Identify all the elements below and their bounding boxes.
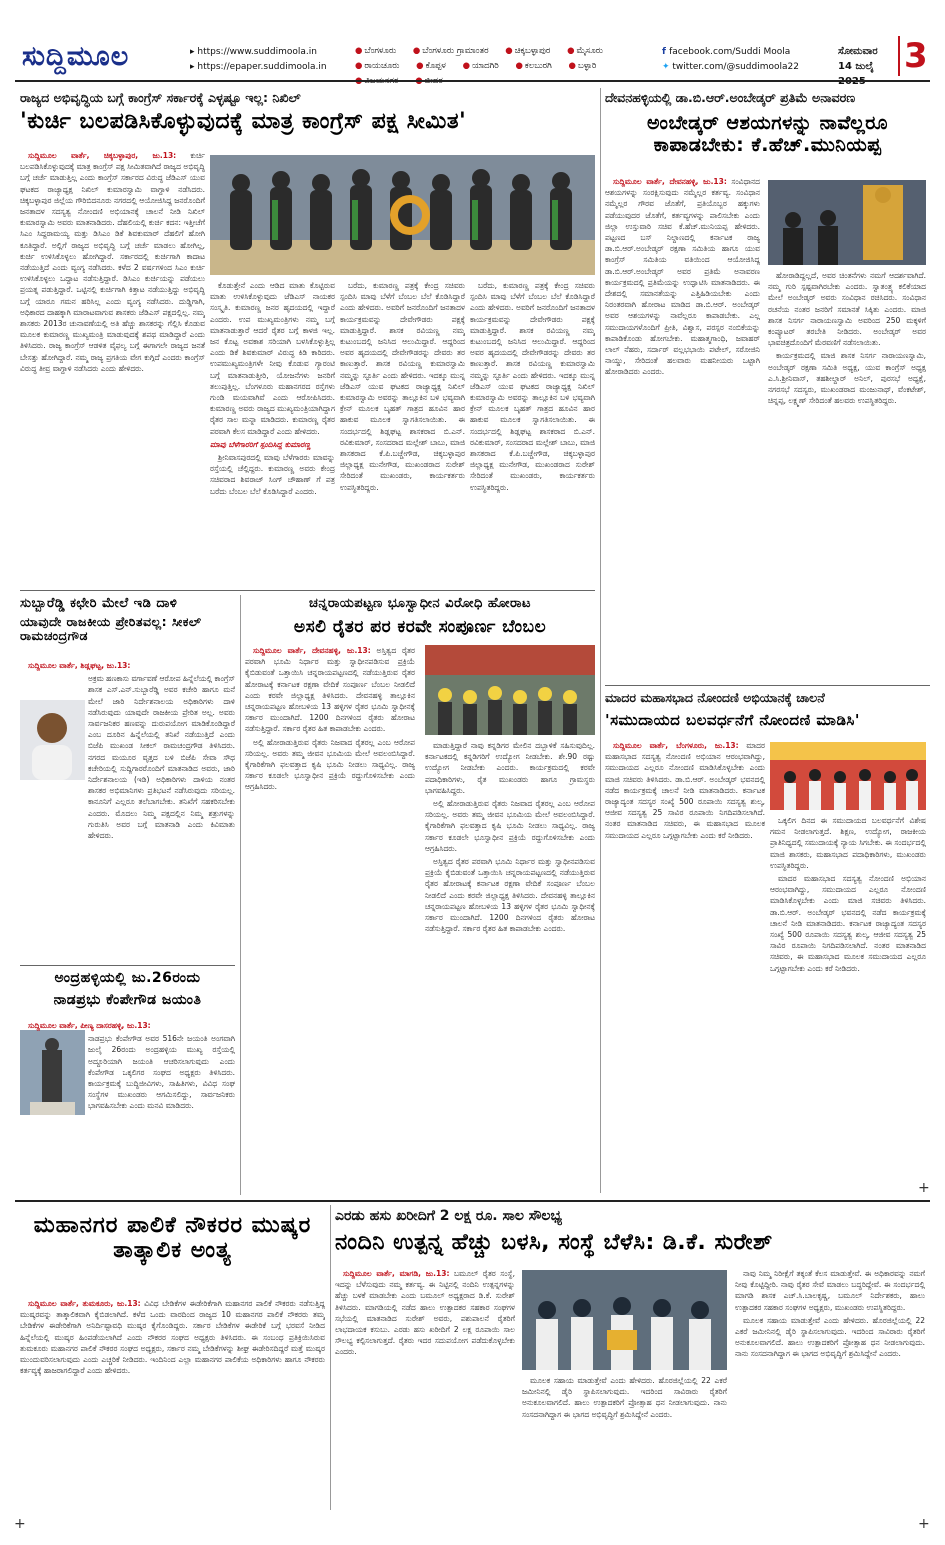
nav-item[interactable]: ● ಬೀದರ	[415, 76, 443, 86]
story2-column-1: ಸುದ್ದಿಮೂಲ ವಾರ್ತೆ, ದೇವನಹಳ್ಳಿ, ಜು.13: ಸಂವಿಧಾನದ ಆಶಯಗಳನ್ನು ಸಂರಕ್ಷಿಸುವುದು ನಮ್ಮೆಲ್ಲರ ಕರ್ತವ್ಯ. ಸಂವಿಧಾನ ನಮ್ಮೆಲ್ಲರ ಗೌರವ ಜೊತೆಗೆ, ಪ್ರತಿಯೊಬ್ಬರ ಹಕ್ಕುಗಳು ಪಡೆಯುವುದರ ಜೊತೆಗೆ, ಕರ್ತವ್ಯಗಳನ್ನು ಪಾಲಿಸಬೇಕು ಎಂದು ಜಿಲ್ಲಾ ಉಸ್ತುವಾರಿ ಸಚಿವ ಕೆ.ಹೆಚ್.ಮುನಿಯಪ್ಪ ಹೇಳಿದರು. ಪಟ್ಟಣದ ಬಸ್ ನಿಲ್ದಾಣದಲ್ಲಿ ಕರ್ನಾಟಕ ರಾಜ್ಯ ಡಾ.ಬಿ.ಆರ್.ಅಂಬೇಡ್ಕರ್ ರಕ್ಷಣಾ ಸಮಿತಿಯ ಹಾಗೂ ಯುವ ಕಾಂಗ್ರೆಸ್ ಸಮಿತಿಯ ವತಿಯಿಂದ ಆಯೋಜಿಸಿದ್ದ ಡಾ.ಬಿ.ಆರ್.ಅಂಬೇಡ್ಕರ್ ಅವರ ಪ್ರತಿಮೆ ಅನಾವರಣ ಕಾರ್ಯಕ್ರಮದಲ್ಲಿ ಪ್ರತಿಮೆಯನ್ನು ಉದ್ಘಾಟಿಸಿ ಮಾತನಾಡಿದರು. ಈ ದೇಶದಲ್ಲಿ ಸಮಾನತೆಯನ್ನು ಎತ್ತಿಹಿಡಿಯಬೇಕು ಎಂದು ನಿರಂತರವಾಗಿ ಹೋರಾಟ ಮಾಡಿದ ಡಾ.ಬಿ.ಆರ್. ಅಂಬೇಡ್ಕರ್ ಅವರ ಆಶಯಗಳನ್ನು ನಾವೆಲ್ಲರೂ ಕಾಪಾಡಬೇಕು. ಎಲ್ಲ ಸಮುದಾಯಗಳೊಂದಿಗೆ ಪ್ರೀತಿ, ವಿಶ್ವಾಸ, ಪರಸ್ಪರ ನಂಬಿಕೆಯನ್ನು ಕಾಪಾಡಿಕೊಂಡು ಹೋಗಬೇಕು. ಮಹಾತ್ಮಗಾಂಧಿ, ಜವಾಹರ್ ಲಾಲ್ ನೆಹರು, ಸರ್ದಾರ್ ವಲ್ಲಭಭಾಯಿ ಪಟೇಲ್, ಸರೋಜಿನಿ ನಾಯ್ಡು, ಸೇರಿದಂತೆ ಹಲವಾರು ಮಹನೀಯರು ಒಟ್ಟಾಗಿ ಹೋರಾಡಿದರು ಎಂದರು.	[605, 177, 760, 377]
nav-item[interactable]: ● ವಿಜಯನಗರ	[355, 76, 399, 86]
nav-item[interactable]: ● ಬೆಂಗಳೂರು	[355, 46, 397, 56]
story6-column-2: ಒಕ್ಕಲಿಗ ದಿನದ ಈ ಸಮುದಾಯದ ಬಲವರ್ಧನೆಗೆ ವಿಶೇಷ ಗಮನ ನೀಡಲಾಗುತ್ತದೆ. ಶಿಕ್ಷಣ, ಉದ್ಯೋಗ, ರಾಜಕೀಯ ಪ್ರಾತಿನಿಧ್ಯದಲ್ಲಿ ಸಮುದಾಯಕ್ಕೆ ನ್ಯಾಯ ಸಿಗಬೇಕು. ಈ ಸಂದರ್ಭದಲ್ಲಿ ಮಾಜಿ ಶಾಸಕರು, ಮಹಾಸಭಾದ ಪದಾಧಿಕಾರಿಗಳು, ಮುಖಂಡರು ಉಪಸ್ಥಿತರಿದ್ದರು. ಮಾದರ ಮಹಾಸಭಾದ ಸದಸ್ಯತ್ವ ನೋಂದಣಿ ಅಭಿಯಾನ ಆರಂಭವಾಗಿದ್ದು, ಸಮುದಾಯದ ಎಲ್ಲರೂ ನೋಂದಣಿ ಮಾಡಿಸಿಕೊಳ್ಳಬೇಕು ಎಂದು ಮಾಜಿ ಸಚಿವರು ತಿಳಿಸಿದರು. ಡಾ.ಬಿ.ಆರ್. ಅಂಬೇಡ್ಕರ್ ಭವನದಲ್ಲಿ ನಡೆದ ಕಾರ್ಯಕ್ರಮಕ್ಕೆ ಚಾಲನೆ ನೀಡಿ ಮಾತನಾಡಿದರು. ಕರ್ನಾಟಕ ರಾಜ್ಯಾದ್ಯಂತ ಸದಸ್ಯರ ಸಂಖ್ಯೆ 500 ರೂಪಾಯಿ ಸದಸ್ಯತ್ವ ಶುಲ್ಕ, ಆಜೀವ ಸದಸ್ಯತ್ವ 25 ಸಾವಿರ ರೂಪಾಯಿ ನಿಗದಿಪಡಿಸಲಾಗಿದೆ. ನಂತರ ಮಾತನಾಡಿದ ಸಚಿವರು, ಈ ಮಹಾಸಭಾದ ಮೂಲಕ ಸಮುದಾಯದ ಎಲ್ಲರೂ ಒಗ್ಗಟ್ಟಾಗಬೇಕು ಎಂದು ಕರೆ ನೀಡಿದರು.	[770, 816, 926, 973]
story8-column-2: ಮೂಲಕ ಸಹಾಯ ಮಾಡುತ್ತೇವೆ ಎಂದು ಹೇಳಿದರು. ಹೊರಜಿಲ್ಲೆಯಲ್ಲಿ 22 ಎಕರೆ ಜಮೀನಿನಲ್ಲಿ ಡೈರಿ ಸ್ಥಾಪಿಸಲಾಗುವುದು. ಇದರಿಂದ ಸಾವಿರಾರು ರೈತರಿಗೆ ಅನುಕೂಲವಾಗಲಿದೆ. ಹಾಲು ಉತ್ಪಾದಕರಿಗೆ ಪ್ರೋತ್ಸಾಹ ಧನ ನೀಡಲಾಗುವುದು. ನಾನು ಸಂಸದನಾಗಿದ್ದಾಗ ಈ ಭಾಗದ ಅಭಿವೃದ್ಧಿಗೆ ಶ್ರಮಿಸಿದ್ದೇನೆ ಎಂದರು.	[522, 1376, 727, 1419]
twitter-icon: ✦	[662, 62, 673, 72]
story3-body: ಸುದ್ದಿಮೂಲ ವಾರ್ತೆ, ಶಿಡ್ಲಘಟ್ಟ, ಜು.13: ಅಕ್ರಮ ಹಣಕಾಸು ವರ್ಗಾವಣೆ ಆರೋಪ ಹಿನ್ನೆಲೆಯಲ್ಲಿ ಕಾಂಗ್ರೆಸ್ ಶಾಸಕ ಎಸ್.ಎನ್.ಸುಬ್ಬಾರೆಡ್ಡಿ ಅವರ ಕಚೇರಿ ಹಾಗೂ ಮನೆ ಮೇಲೆ ಜಾರಿ ನಿರ್ದೇಶನಾಲಯ ಅಧಿಕಾರಿಗಳು ದಾಳಿ ನಡೆಸಿರುವುದು ಯಾವುದೇ ರಾಜಕೀಯ ಪ್ರೇರಿತ ಅಲ್ಲ. ಅವರು ಸಾರ್ವಜನಿಕರ ಹಣವನ್ನು ದುರುಪಯೋಗ ಮಾಡಿಕೊಂಡಿದ್ದಾರೆ ಎಂಬ ದೂರಿನ ಹಿನ್ನೆಲೆಯಲ್ಲಿ ತನಿಖೆ ನಡೆಯುತ್ತಿದೆ ಎಂದು ಬಿಜೆಪಿ ಮುಖಂಡ ಸೀಕಲ್ ರಾಮಚಂದ್ರಗೌಡ ತಿಳಿಸಿದರು. ನಗರದ ಮಯೂರ ವೃತ್ತದ ಬಳಿ ಬಿಜೆಪಿ ಸೇವಾ ಸೌಧ ಕಚೇರಿಯಲ್ಲಿ ಸುದ್ದಿಗಾರರೊಂದಿಗೆ ಮಾತನಾಡಿದ ಅವರು, ಜಾರಿ ನಿರ್ದೇಶನಾಲಯ (ಇಡಿ) ಅಧಿಕಾರಿಗಳು ದಾಳಿಯ ನಂತರ ಶಾಸಕರ ಅಭಿಮಾನಿಗಳು ಪ್ರತಿಭಟನೆ ನಡೆಸಿರುವುದು ಸರಿಯಲ್ಲ. ಕಾನೂನಿಗೆ ಎಲ್ಲರೂ ತಲೆಬಾಗಬೇಕು. ತನಿಖೆಗೆ ಸಹಕರಿಸಬೇಕು ಎಂದರು. ಮೊದಲು ನಿಮ್ಮ ಪಕ್ಷದಲ್ಲಿನ ನಿಮ್ಮ ಶತ್ರುಗಳನ್ನು ಗುರುತಿಸಿ ಅವರ ಬಗ್ಗೆ ಮಾತನಾಡಿ ಎಂದು ಕಿವಿಮಾತು ಹೇಳಿದರು.	[28, 661, 235, 841]
story2-kicker: ದೇವನಹಳ್ಳಿಯಲ್ಲಿ ಡಾ.ಬಿ.ಆರ್.ಅಂಬೇಡ್ಕರ್ ಪ್ರತಿಮೆ ಅನಾವರಣ	[605, 90, 856, 105]
story1-subhead: ಮಾವು ಬೆಳೆಗಾರರಿಗೆ ಸ್ಪಂದಿಸಿದ್ದ ಕುಮಾರಣ್ಣ	[210, 439, 311, 449]
globe-icon: ▸	[190, 62, 198, 72]
nav-item[interactable]: ● ರಾಯಚೂರು	[355, 61, 400, 71]
column-divider	[330, 1205, 331, 1510]
column-divider	[600, 88, 601, 1193]
nav-item[interactable]: ● ಯಾದಗಿರಿ	[462, 61, 499, 71]
nav-item[interactable]: ● ಬಳ್ಳಾರಿ	[568, 61, 597, 71]
section-divider	[20, 965, 235, 966]
story4-kicker: ಅಂದ್ರಹಳ್ಳಿಯಲ್ಲಿ ಜು.26ರಂದು	[54, 970, 201, 986]
social-links	[662, 45, 832, 75]
story7-headline[interactable]: ಮಹಾನಗರ ಪಾಲಿಕೆ ನೌಕರರ ಮುಷ್ಕರ ತಾತ್ಕಾಲಿಕ ಅಂತ್ಯ	[33, 1213, 312, 1264]
crop-mark: +	[918, 1180, 930, 1196]
story2-column-2: ಹೋರಾಡಿದ್ದಲ್ಲದೆ, ಅವರ ಚಿಂತನೆಗಳು ನಮಗೆ ಆದರ್ಶವಾಗಿದೆ. ನಮ್ಮ ಗುರಿ ಸ್ಪಷ್ಟವಾಗಿರಬೇಕು ಎಂದರು. ಸ್ವಾತಂತ್ರ್ಯ ಕಲಿಕೆಯಾದ ಮೇಲೆ ಅಂಬೇಡ್ಕರ್ ಅವರು ಸಂವಿಧಾನ ರಚಿಸಿದರು. ಸಂವಿಧಾನ ರಚನೆಯ ನಂತರ ಜನರಿಗೆ ಸಮಾನತೆ ಸಿಕ್ಕಿತು ಎಂದರು. ಮಾಜಿ ಶಾಸಕ ನಿಸರ್ಗ ನಾರಾಯಣಸ್ವಾಮಿ ಅವರಿಂದ 250 ಮಕ್ಕಳಿಗೆ ಕಂಪ್ಯೂಟರ್ ತರಬೇತಿ ನೀಡಿದರು. ಅಂಬೇಡ್ಕರ್ ಅವರ ಭಾವಚಿತ್ರದೊಂದಿಗೆ ಮೆರವಣಿಗೆ ನಡೆಸಲಾಯಿತು. ಕಾರ್ಯಕ್ರಮದಲ್ಲಿ ಮಾಜಿ ಶಾಸಕ ನಿಸರ್ಗ ನಾರಾಯಣಸ್ವಾಮಿ, ಅಂಬೇಡ್ಕರ್ ರಕ್ಷಣಾ ಸಮಿತಿ ಅಧ್ಯಕ್ಷ, ಯುವ ಕಾಂಗ್ರೆಸ್ ಅಧ್ಯಕ್ಷ ಎ.ಸಿ.ಶ್ರೀನಿವಾಸ್, ತಹಶೀಲ್ದಾರ್ ಅನಿಲ್, ಪುರಸಭೆ ಅಧ್ಯಕ್ಷೆ, ನಗರಸಭೆ ಸದಸ್ಯರು, ಮುಖಂಡರಾದ ಮಂಜುನಾಥ್, ವೆಂಕಟೇಶ್, ಚಿನ್ನಪ್ಪ, ಲಕ್ಷ್ಮಣ್ ಸೇರಿದಂತೆ ಹಲವರು ಉಪಸ್ಥಿತರಿದ್ದರು.	[768, 271, 926, 406]
story3-headline[interactable]: ಯಾವುದೇ ರಾಜಕೀಯ ಪ್ರೇರಿತವಲ್ಲ: ಸೀಕಲ್ ರಾಮಚಂದ್ರಗೌಡ	[20, 614, 202, 644]
nav-item[interactable]: ● ಬೆಂಗಳೂರು ಗ್ರಾಮಾಂತರ	[412, 46, 489, 56]
story4-body: ಸುದ್ದಿಮೂಲ ವಾರ್ತೆ, ಪೀಣ್ಯ ದಾಸರಹಳ್ಳಿ, ಜು.13: ನಾಡಪ್ರಭು ಕೆಂಪೇಗೌಡ ಅವರ 516ನೇ ಜಯಂತಿ ಅಂಗವಾಗಿ ಜುಲೈ 26ರಂದು ಅಂದ್ರಹಳ್ಳಿಯ ಮುಖ್ಯ ರಸ್ತೆಯಲ್ಲಿ ಅದ್ದೂರಿಯಾಗಿ ಜಯಂತಿ ಆಚರಿಸಲಾಗುವುದು ಎಂದು ಕೆಂಪೇಗೌಡ ಒಕ್ಕಲಿಗರ ಸಂಘದ ಅಧ್ಯಕ್ಷರು ತಿಳಿಸಿದರು. ಕಾರ್ಯಕ್ರಮಕ್ಕೆ ಬುದ್ಧಿಜೀವಿಗಳು, ಸಾಹಿತಿಗಳು, ವಿವಿಧ ಸಂಘ ಸಂಸ್ಥೆಗಳ ಮುಖಂಡರು ಆಗಮಿಸಲಿದ್ದು, ಸಾರ್ವಜನಿಕರು ಭಾಗವಹಿಸಬೇಕು ಎಂದು ಮನವಿ ಮಾಡಿದರು.	[28, 1021, 235, 1111]
crop-mark: +	[14, 1516, 26, 1532]
story1-column-2: ಕೊಡುತ್ತೇನೆ ಎಂದು ಆಡಿದ ಮಾತು ಕೊಟ್ಟಿರುವ ಮಾತು ಉಳಿಸಿಕೊಳ್ಳುವುದು ಜೆಡಿಎಸ್ ನಾಯಕರ ಸಂಸ್ಕೃತಿ. ಕುಮಾರಣ್ಣ ಜನರ ಹೃದಯದಲ್ಲಿ ಇದ್ದಾರೆ ಎಂದರು. ಉಪ ಮುಖ್ಯಮಂತ್ರಿಗಳು ನಮ್ಮ ಬಗ್ಗೆ ಮಾತನಾಡುತ್ತಾರೆ ಆದರೆ ರೈತರ ಬಗ್ಗೆ ಕಾಳಜಿ ಇಲ್ಲ. ಜನ ಕೊಟ್ಟ ಅವಕಾಶ ಸರಿಯಾಗಿ ಬಳಸಿಕೊಳ್ಳುತ್ತಿಲ್ಲ ಎಂದು ಡಿಕೆ ಶಿವಕುಮಾರ್ ವಿರುದ್ಧ ಕಿಡಿ ಕಾರಿದರು. ಉಪಮುಖ್ಯಮಂತ್ರಿಗಳೇ ನೀವು ಕೊಡುವ ಗ್ಯಾರಂಟಿ ಬಗ್ಗೆ ಮಾತನಾಡುತ್ತೀರಿ, ಯೋಜನೆಗಳು ಜನರಿಗೆ ತಲುಪುತ್ತಿಲ್ಲ. ಬೆಂಗಳೂರು ಮಹಾನಗರದ ರಸ್ತೆಗಳು ಗುಂಡಿ ಮಯವಾಗಿವೆ ಎಂದು ಆರೋಪಿಸಿದರು. ಕುಮಾರಣ್ಣ ಅವರು ರಾಜ್ಯದ ಮುಖ್ಯಮಂತ್ರಿಯಾಗಿದ್ದಾಗ ರೈತರ ಸಾಲ ಮನ್ನಾ ಮಾಡಿದರು. ಕುಮಾರಣ್ಣ ರೈತರ ಪರವಾಗಿ ಕೆಲಸ ಮಾಡಿದ್ದಾರೆ ಎಂದು ಹೇಳಿದರು. ಮಾವು ಬೆಳೆಗಾರರಿಗೆ ಸ್ಪಂದಿಸಿದ್ದ ಕುಮಾರಣ್ಣ ಶ್ರೀನಿವಾಸಪುರದಲ್ಲಿ ಮಾವು ಬೆಳೆಗಾರರು ಮಾವನ್ನು ರಸ್ತೆಯಲ್ಲಿ ಚೆಲ್ಲಿದ್ದರು. ಕುಮಾರಣ್ಣ ಅವರು ಕೇಂದ್ರ ಸಚಿವರಾದ ಶಿವರಾಜ್ ಸಿಂಗ್ ಚೌಹಾಣ್ ಗೆ ಪತ್ರ ಬರೆದು ಬೆಂಬಲ ಬೆಲೆ ಕೊಡಿಸಿದ್ದಾರೆ ಎಂದರು.	[210, 281, 335, 496]
story3-kicker: ಸುಬ್ಬಾರೆಡ್ಡಿ ಕಛೇರಿ ಮೇಲೆ ಇಡಿ ದಾಳಿ	[20, 596, 178, 611]
event-photo	[210, 155, 595, 275]
page-number: 3	[898, 36, 928, 76]
story5-column-1: ಸುದ್ದಿಮೂಲ ವಾರ್ತೆ, ದೇವನಹಳ್ಳಿ, ಜು.13: ಅಸ್ತಿತ್ವದ ರೈತರ ಪರವಾಗಿ ಭೂಮಿ ನಿರ್ಧಾರ ಮತ್ತು ಸ್ವಾಧೀನಪಡಿಸುವ ಪ್ರಕ್ರಿಯೆ ಕೈಬಿಡುವಂತೆ ಒತ್ತಾಯಿಸಿ ಚನ್ನರಾಯಪಟ್ಟಣದಲ್ಲಿ ನಡೆಯುತ್ತಿರುವ ರೈತರ ಹೋರಾಟಕ್ಕೆ ಕರ್ನಾಟಕ ರಕ್ಷಣಾ ವೇದಿಕೆ ಸಂಪೂರ್ಣ ಬೆಂಬಲ ನೀಡಲಿದೆ ಎಂದು ಕರವೇ ಜಿಲ್ಲಾಧ್ಯಕ್ಷ ತಿಳಿಸಿದರು. ದೇವನಹಳ್ಳಿ ತಾಲ್ಲೂಕಿನ ಚನ್ನರಾಯಪಟ್ಟಣ ಹೋಬಳಿಯ 13 ಹಳ್ಳಿಗಳ ರೈತರ ಭೂಮಿ ಸ್ವಾಧೀನಕ್ಕೆ ಸರ್ಕಾರ ಮುಂದಾಗಿದೆ. 1200 ದಿನಗಳಿಂದ ರೈತರು ಹೋರಾಟ ನಡೆಸುತ್ತಿದ್ದಾರೆ. ಸರ್ಕಾರ ರೈತರ ಹಿತ ಕಾಪಾಡಬೇಕು ಎಂದರು. ಅಲ್ಲಿ ಹೋರಾಡುತ್ತಿರುವ ರೈತರು ನಿಜವಾದ ರೈತರಲ್ಲ ಎಂಬ ಆರೋಪ ಸರಿಯಲ್ಲ. ಅವರು ತಮ್ಮ ಜೀವನ ಭೂಮಿಯ ಮೇಲೆ ಅವಲಂಬಿಸಿದ್ದಾರೆ. ಕೈಗಾರಿಕೆಗಾಗಿ ಫಲವತ್ತಾದ ಕೃಷಿ ಭೂಮಿ ನೀಡಲು ಸಾಧ್ಯವಿಲ್ಲ. ರಾಜ್ಯ ಸರ್ಕಾರ ಕೂಡಲೇ ಭೂಸ್ವಾಧೀನ ಪ್ರಕ್ರಿಯೆ ರದ್ದುಗೊಳಿಸಬೇಕು ಎಂದು ಆಗ್ರಹಿಸಿದರು.	[245, 646, 415, 792]
event-photo	[522, 1270, 727, 1370]
story6-column-1: ಸುದ್ದಿಮೂಲ ವಾರ್ತೆ, ಬೆಂಗಳೂರು, ಜು.13: ಮಾದರ ಮಹಾಸಭಾದ ಸದಸ್ಯತ್ವ ನೋಂದಣಿ ಅಭಿಯಾನ ಆರಂಭವಾಗಿದ್ದು, ಸಮುದಾಯದ ಎಲ್ಲರೂ ನೋಂದಣಿ ಮಾಡಿಸಿಕೊಳ್ಳಬೇಕು ಎಂದು ಮಾಜಿ ಸಚಿವರು ತಿಳಿಸಿದರು. ಡಾ.ಬಿ.ಆರ್. ಅಂಬೇಡ್ಕರ್ ಭವನದಲ್ಲಿ ನಡೆದ ಕಾರ್ಯಕ್ರಮಕ್ಕೆ ಚಾಲನೆ ನೀಡಿ ಮಾತನಾಡಿದರು. ಕರ್ನಾಟಕ ರಾಜ್ಯಾದ್ಯಂತ ಸದಸ್ಯರ ಸಂಖ್ಯೆ 500 ರೂಪಾಯಿ ಸದಸ್ಯತ್ವ ಶುಲ್ಕ, ಆಜೀವ ಸದಸ್ಯತ್ವ 25 ಸಾವಿರ ರೂಪಾಯಿ ನಿಗದಿಪಡಿಸಲಾಗಿದೆ. ನಂತರ ಮಾತನಾಡಿದ ಸಚಿವರು, ಈ ಮಹಾಸಭಾದ ಮೂಲಕ ಸಮುದಾಯದ ಎಲ್ಲರೂ ಒಗ್ಗಟ್ಟಾಗಬೇಕು ಎಂದು ಕರೆ ನೀಡಿದರು.	[605, 741, 765, 840]
twitter-link[interactable]: ✦ twitter.com/@suddimoola22	[662, 62, 799, 72]
story8-kicker: ಎರಡು ಹಸು ಖರೀದಿಗೆ 2 ಲಕ್ಷ ರೂ. ಸಾಲ ಸೌಲಭ್ಯ	[335, 1208, 562, 1224]
story4-headline[interactable]: ನಾಡಪ್ರಭು ಕೆಂಪೇಗೌಡ ಜಯಂತಿ	[53, 992, 202, 1008]
story1-column-3: ಬರೆದು, ಕುಮಾರಣ್ಣ ಪತ್ರಕ್ಕೆ ಕೇಂದ್ರ ಸಚಿವರು ಸ್ಪಂದಿಸಿ ಮಾವು ಬೆಳೆಗೆ ಬೆಂಬಲ ಬೆಲೆ ಕೊಡಿಸಿದ್ದಾರೆ ಎಂದು ಹೇಳಿದರು. ಅವರಿಗೆ ಜನರೊಂದಿಗೆ ಜನತಾದಳ ಕಾರ್ಯಕ್ರಮವನ್ನು ದೇವೇಗೌಡರು ಪಕ್ಷಕ್ಕೆ ಮಾಡುತ್ತಿದ್ದಾರೆ. ಶಾಸಕ ರವಿಯಣ್ಣ ನಮ್ಮ ಕುಟುಂಬದಲ್ಲಿ ಜನಿಸಿದ ಆಲುಮಿದ್ದಾರೆ. ಆದ್ದರಿಂದ ಅವರ ಹೃದಯದಲ್ಲಿ ದೇವೇಗೌಡರನ್ನು ದೇವರು ತರ ಕಾಣುತ್ತಾರೆ. ಶಾಸಕ ರವಿಯಣ್ಣ ಕುಮಾರಸ್ವಾಮಿ ನಮ್ಮನ್ನು ಸ್ಫೂರ್ತಿ ಎಂದು ಹೇಳಿದರು. ಇದಕ್ಕೂ ಮುನ್ನ ಜೆಡಿಎಸ್ ಯುವ ಘಟಕದ ರಾಜ್ಯಾಧ್ಯಕ್ಷ ನಿಖಿಲ್ ಕುಮಾರಸ್ವಾಮಿ ಅವರನ್ನು ತಾಲ್ಲೂಕಿನ ಬಳಿ ಭವ್ಯವಾಗಿ ಕ್ರೇನ್ ಮೂಲಕ ಬೃಹತ್ ಗಾತ್ರದ ಹೂವಿನ ಹಾರ ಹಾಕುವ ಮೂಲಕ ಸ್ವಾಗತಿಸಲಾಯಿತು. ಈ ಸಂದರ್ಭದಲ್ಲಿ ಶಿಡ್ಲಘಟ್ಟ ಶಾಸಕರಾದ ಬಿ.ಎನ್. ರವಿಕುಮಾರ್, ಸಂಸದರಾದ ಮಲ್ಲೇಶ್ ಬಾಬು, ಮಾಜಿ ಶಾಸಕರಾದ ಕೆ.ಪಿ.ಬಚ್ಚೇಗೌಡ, ಚಿಕ್ಕಬಳ್ಳಾಪುರ ಜಿಲ್ಲಾಧ್ಯಕ್ಷ ಮುನೇಗೌಡ, ಮುಖಂಡರಾದ ಸುರೇಶ್ ಸೇರಿದಂತೆ ಮುಖಂಡರು, ಕಾರ್ಯಕರ್ತರು ಉಪಸ್ಥಿತರಿದ್ದರು.	[340, 281, 465, 492]
stage-photo	[770, 742, 926, 810]
crop-mark: +	[918, 1516, 930, 1532]
story6-photo	[770, 742, 926, 810]
story5-kicker: ಚನ್ನರಾಯಪಟ್ಟಣ ಭೂಸ್ವಾಧೀನ ವಿರೋಧಿ ಹೋರಾಟ	[309, 596, 531, 611]
story5-photo	[425, 645, 595, 735]
website-links	[190, 45, 350, 75]
story8-column-3: ನಾವು ನಿಮ್ಮ ನಿರೀಕ್ಷೆಗೆ ತಕ್ಕಂತೆ ಕೆಲಸ ಮಾಡುತ್ತೇವೆ. ಈ ಅಧಿಕಾರವನ್ನು ನಮಗೆ ನೀವು ಕೊಟ್ಟಿದ್ದೀರಿ. ನಾವು ರೈತರ ಸೇವೆ ಮಾಡಲು ಬದ್ಧರಿದ್ದೇವೆ. ಈ ಸಂದರ್ಭದಲ್ಲಿ ಮಾಗಡಿ ಶಾಸಕ ಎಚ್.ಸಿ.ಬಾಲಕೃಷ್ಣ, ಬಮೂಲ್ ನಿರ್ದೇಶಕರು, ಹಾಲು ಉತ್ಪಾದಕರ ಸಹಕಾರ ಸಂಘಗಳ ಅಧ್ಯಕ್ಷರು, ಮುಖಂಡರು ಉಪಸ್ಥಿತರಿದ್ದರು. ಮೂಲಕ ಸಹಾಯ ಮಾಡುತ್ತೇವೆ ಎಂದು ಹೇಳಿದರು. ಹೊರಜಿಲ್ಲೆಯಲ್ಲಿ 22 ಎಕರೆ ಜಮೀನಿನಲ್ಲಿ ಡೈರಿ ಸ್ಥಾಪಿಸಲಾಗುವುದು. ಇದರಿಂದ ಸಾವಿರಾರು ರೈತರಿಗೆ ಅನುಕೂಲವಾಗಲಿದೆ. ಹಾಲು ಉತ್ಪಾದಕರಿಗೆ ಪ್ರೋತ್ಸಾಹ ಧನ ನೀಡಲಾಗುವುದು. ನಾನು ಸಂಸದನಾಗಿದ್ದಾಗ ಈ ಭಾಗದ ಅಭಿವೃದ್ಧಿಗೆ ಶ್ರಮಿಸಿದ್ದೇನೆ ಎಂದರು.	[735, 1269, 925, 1359]
column-divider	[240, 595, 241, 1195]
issue-date: ಸೋಮವಾರ 14 ಜುಲೈ 2025	[838, 46, 878, 87]
website-link[interactable]: ▸ https://www.suddimoola.in	[190, 47, 317, 57]
facebook-icon: f	[662, 47, 670, 57]
globe-icon: ▸	[190, 47, 198, 57]
story1-column-4: ಬರೆದು, ಕುಮಾರಣ್ಣ ಪತ್ರಕ್ಕೆ ಕೇಂದ್ರ ಸಚಿವರು ಸ್ಪಂದಿಸಿ ಮಾವು ಬೆಳೆಗೆ ಬೆಂಬಲ ಬೆಲೆ ಕೊಡಿಸಿದ್ದಾರೆ ಎಂದು ಹೇಳಿದರು. ಅವರಿಗೆ ಜನರೊಂದಿಗೆ ಜನತಾದಳ ಕಾರ್ಯಕ್ರಮವನ್ನು ದೇವೇಗೌಡರು ಪಕ್ಷಕ್ಕೆ ಮಾಡುತ್ತಿದ್ದಾರೆ. ಶಾಸಕ ರವಿಯಣ್ಣ ನಮ್ಮ ಕುಟುಂಬದಲ್ಲಿ ಜನಿಸಿದ ಆಲುಮಿದ್ದಾರೆ. ಆದ್ದರಿಂದ ಅವರ ಹೃದಯದಲ್ಲಿ ದೇವೇಗೌಡರನ್ನು ದೇವರು ತರ ಕಾಣುತ್ತಾರೆ. ಶಾಸಕ ರವಿಯಣ್ಣ ಕುಮಾರಸ್ವಾಮಿ ನಮ್ಮನ್ನು ಸ್ಫೂರ್ತಿ ಎಂದು ಹೇಳಿದರು. ಇದಕ್ಕೂ ಮುನ್ನ ಜೆಡಿಎಸ್ ಯುವ ಘಟಕದ ರಾಜ್ಯಾಧ್ಯಕ್ಷ ನಿಖಿಲ್ ಕುಮಾರಸ್ವಾಮಿ ಅವರನ್ನು ತಾಲ್ಲೂಕಿನ ಬಳಿ ಭವ್ಯವಾಗಿ ಕ್ರೇನ್ ಮೂಲಕ ಬೃಹತ್ ಗಾತ್ರದ ಹೂವಿನ ಹಾರ ಹಾಕುವ ಮೂಲಕ ಸ್ವಾಗತಿಸಲಾಯಿತು. ಈ ಸಂದರ್ಭದಲ್ಲಿ ಶಿಡ್ಲಘಟ್ಟ ಶಾಸಕರಾದ ಬಿ.ಎನ್. ರವಿಕುಮಾರ್, ಸಂಸದರಾದ ಮಲ್ಲೇಶ್ ಬಾಬು, ಮಾಜಿ ಶಾಸಕರಾದ ಕೆ.ಪಿ.ಬಚ್ಚೇಗೌಡ, ಚಿಕ್ಕಬಳ್ಳಾಪುರ ಜಿಲ್ಲಾಧ್ಯಕ್ಷ ಮುನೇಗೌಡ, ಮುಖಂಡರಾದ ಸುರೇಶ್ ಸೇರಿದಂತೆ ಮುಖಂಡರು, ಕಾರ್ಯಕರ್ತರು ಉಪಸ್ಥಿತರಿದ್ದರು.	[470, 281, 595, 492]
nav-item[interactable]: ● ಮೈಸೂರು	[567, 46, 603, 56]
newspaper-logo[interactable]: ಸುದ್ದಿಮೂಲ	[22, 41, 130, 72]
story5-headline[interactable]: ಅಸಲಿ ರೈತರ ಪರ ಕರವೇ ಸಂಪೂರ್ಣ ಬೆಂಬಲ	[293, 617, 547, 637]
district-nav	[355, 44, 655, 89]
story6-headline[interactable]: 'ಸಮುದಾಯದ ಬಲವರ್ಧನೆಗೆ ನೋಂದಣಿ ಮಾಡಿಸಿ'	[605, 711, 860, 729]
section-divider	[20, 590, 595, 591]
story2-headline[interactable]: ಅಂಬೇಡ್ಕರ್ ಆಶಯಗಳನ್ನು ನಾವೆಲ್ಲರೂ ಕಾಪಾಡಬೇಕು: ಕೆ.ಹೆಚ್.ಮುನಿಯಪ್ಪ	[647, 112, 888, 156]
story1-headline[interactable]: 'ಕುರ್ಚಿ ಬಲಪಡಿಸಿಕೊಳ್ಳುವುದಕ್ಕೆ ಮಾತ್ರ ಕಾಂಗ್ರೆಸ್ ಪಕ್ಷ ಸೀಮಿತ'	[20, 109, 467, 134]
section-divider	[605, 685, 930, 686]
masthead-rule	[15, 80, 930, 82]
story1-column-1: ಸುದ್ದಿಮೂಲ ವಾರ್ತೆ, ಚಿಕ್ಕಬಳ್ಳಾಪುರ, ಜು.13: ಕುರ್ಚಿ ಬಲಪಡಿಸಿಕೊಳ್ಳುವುದಕ್ಕೆ ಮಾತ್ರ ಕಾಂಗ್ರೆಸ್ ಪಕ್ಷ ಸೀಮಿತವಾಗಿದೆ ರಾಜ್ಯದ ಅಭಿವೃದ್ಧಿ ಬಗ್ಗೆ ಚರ್ಚೆ ಮಾಡುತ್ತಿಲ್ಲ ಎಂದು ಕಾಂಗ್ರೆಸ್ ಸರ್ಕಾರದ ವಿರುದ್ಧ ಜೆಡಿಎಸ್ ಯುವ ಘಟಕದ ರಾಜ್ಯಾಧ್ಯಕ್ಷ ನಿಖಿಲ್ ಕುಮಾರಸ್ವಾಮಿ ವಾಗ್ದಾಳಿ ನಡೆಸಿದರು. ಚಿಕ್ಕಬಳ್ಳಾಪುರ ಜಿಲ್ಲೆಯ ಗೌರಿಬಿದನೂರು ನಗರದಲ್ಲಿ ಆಯೋಜಿಸಿದ್ದ ಜನರೊಂದಿಗೆ ಜನತಾದಳ ಸದಸ್ಯತ್ವ ನೋಂದಣಿ ಅಭಿಯಾನಕ್ಕೆ ಚಾಲನೆ ನೀಡಿ ನಿಖಿಲ್ ಕುಮಾರಸ್ವಾಮಿ ಅವರು ಮಾತನಾಡಿದರು. ದೆಹಲಿಯಲ್ಲಿ ಕುರ್ಚಿ ಕದನ: ಇತ್ತೀಚೆಗೆ ಸಿಎಂ ಸಿದ್ದರಾಮಯ್ಯ ಮತ್ತು ಡಿಸಿಎಂ ಡಿಕೆ ಶಿವಕುಮಾರ್ ದೆಹಲಿಗೆ ಹೋಗಿ ಕೂತಿದ್ದಾರೆ. ಅಲ್ಲಿಗೆ ರಾಜ್ಯದ ಅಭಿವೃದ್ಧಿ ಬಗ್ಗೆ ಚರ್ಚೆ ಮಾಡಲು ಹೋಗಿಲ್ಲ, ಕುರ್ಚಿ ಉಳಿಸಿಕೊಳ್ಳಲು ಹೋಗಿದ್ದಾರೆ. ಸರ್ಕಾರದಲ್ಲಿ ಕುರ್ಚಿಗಾಗಿ ಕಾದಾಟ ನಡೆಯುತ್ತಿದೆ ಎಂದು ವ್ಯಂಗ್ಯ ನಡೆಸಿದರು. ಕಳೆದ 2 ವರ್ಷಗಳಿಂದ ಸಿಎಂ ಕುರ್ಚಿ ಉಳಿಸಿಕೊಳ್ಳಲು ಒದ್ದಾಟ ನಡೆಸುತ್ತಿದ್ದಾರೆ. ಡಿಸಿಎಂ ಕುರ್ಚಿಯನ್ನು ಪಡೆಯಲು ಪ್ರಯತ್ನ ಪಡುತ್ತಿದ್ದಾರೆ. ಒಟ್ಟಿನಲ್ಲಿ ಕುರ್ಚಿಗಾಗಿ ಕಿತ್ತಾಟ ನಡೆಯುತ್ತಿದ್ದು ಅಭಿವೃದ್ಧಿ ಬಗ್ಗೆ ಯಾರೂ ಗಮನ ಹರಿಸಿಲ್ಲ ಎಂದು ವ್ಯಂಗ್ಯ ನಡೆಸಿದರು. ದುಡ್ಡಿಗಾಗಿ, ಅಧಿಕಾರದ ದಾಹಕ್ಕಾಗಿ ಮಾರಾಟವಾಗುವ ಶಾಸಕರು ಜೆಡಿಎಸ್ ಪಕ್ಷದಲ್ಲಿಲ್ಲ. ನಮ್ಮ ಶಾಸಕರು 2013ರ ಚುನಾವಣೆಯಲ್ಲಿ ಅತಿ ಹೆಚ್ಚು ಶಾಸಕರನ್ನು ಗೆಲ್ಲಿಸಿ ಕೊಡುವ ಮೂಲಕ ಕುಮಾರಣ್ಣ ಮುಖ್ಯಮಂತ್ರಿ ಮಾಡುವುದಕ್ಕೆ ಶಪಥ ಮಾಡಿದ್ದಾರೆ ಎಂದು ತಿಳಿಸಿದರು. ರಾಜ್ಯ ಕಾಂಗ್ರೆಸ್ ಆಡಳಿತ ವೈಫಲ್ಯ ಬಗ್ಗೆ ಈಗಾಗಲೇ ರಾಜ್ಯದ ಜನತೆ ಬೇಸತ್ತು ಹೋಗಿದ್ದಾರೆ. ನಮ್ಮ ರಾಜ್ಯ ಪ್ರಗತಿಯ ವೇಗ ಕುಗ್ಗಿದೆ ಎಂದರು ಕಾಂಗ್ರೆಸ್ ವಿರುದ್ಧ ತೀವ್ರ ವಾಗ್ದಾಳಿ ನಡೆಸಿದರು ಎಂದು ಹೇಳಿದರು.	[20, 151, 205, 373]
story6-kicker: ಮಾದರ ಮಹಾಸಭಾದ ನೋಂದಣಿ ಅಭಿಯಾನಕ್ಕೆ ಚಾಲನೆ	[605, 690, 825, 705]
story1-photo	[210, 155, 595, 275]
story8-photo	[522, 1270, 727, 1370]
story5-column-2: ಮಾಡುತ್ತಿದ್ದಾರೆ ನಾವು ಕನ್ನಡಿಗರ ಮೇಲಿನ ದಬ್ಬಾಳಿಕೆ ಸಹಿಸುವುದಿಲ್ಲ. ಕರ್ನಾಟಕದಲ್ಲಿ ಕನ್ನಡಿಗರಿಗೆ ಉದ್ಯೋಗ ನೀಡಬೇಕು. ಶೇ.90 ರಷ್ಟು ಉದ್ಯೋಗ ನೀಡಬೇಕು ಎಂದರು. ಕಾರ್ಯಕ್ರಮದಲ್ಲಿ ಕರವೇ ಪದಾಧಿಕಾರಿಗಳು, ರೈತ ಮುಖಂಡರು ಹಾಗೂ ಗ್ರಾಮಸ್ಥರು ಭಾಗವಹಿಸಿದ್ದರು. ಅಲ್ಲಿ ಹೋರಾಡುತ್ತಿರುವ ರೈತರು ನಿಜವಾದ ರೈತರಲ್ಲ ಎಂಬ ಆರೋಪ ಸರಿಯಲ್ಲ. ಅವರು ತಮ್ಮ ಜೀವನ ಭೂಮಿಯ ಮೇಲೆ ಅವಲಂಬಿಸಿದ್ದಾರೆ. ಕೈಗಾರಿಕೆಗಾಗಿ ಫಲವತ್ತಾದ ಕೃಷಿ ಭೂಮಿ ನೀಡಲು ಸಾಧ್ಯವಿಲ್ಲ. ರಾಜ್ಯ ಸರ್ಕಾರ ಕೂಡಲೇ ಭೂಸ್ವಾಧೀನ ಪ್ರಕ್ರಿಯೆ ರದ್ದುಗೊಳಿಸಬೇಕು ಎಂದು ಆಗ್ರಹಿಸಿದರು. ಅಸ್ತಿತ್ವದ ರೈತರ ಪರವಾಗಿ ಭೂಮಿ ನಿರ್ಧಾರ ಮತ್ತು ಸ್ವಾಧೀನಪಡಿಸುವ ಪ್ರಕ್ರಿಯೆ ಕೈಬಿಡುವಂತೆ ಒತ್ತಾಯಿಸಿ ಚನ್ನರಾಯಪಟ್ಟಣದಲ್ಲಿ ನಡೆಯುತ್ತಿರುವ ರೈತರ ಹೋರಾಟಕ್ಕೆ ಕರ್ನಾಟಕ ರಕ್ಷಣಾ ವೇದಿಕೆ ಸಂಪೂರ್ಣ ಬೆಂಬಲ ನೀಡಲಿದೆ ಎಂದು ಕರವೇ ಜಿಲ್ಲಾಧ್ಯಕ್ಷ ತಿಳಿಸಿದರು. ದೇವನಹಳ್ಳಿ ತಾಲ್ಲೂಕಿನ ಚನ್ನರಾಯಪಟ್ಟಣ ಹೋಬಳಿಯ 13 ಹಳ್ಳಿಗಳ ರೈತರ ಭೂಮಿ ಸ್ವಾಧೀನಕ್ಕೆ ಸರ್ಕಾರ ಮುಂದಾಗಿದೆ. 1200 ದಿನಗಳಿಂದ ರೈತರು ಹೋರಾಟ ನಡೆಸುತ್ತಿದ್ದಾರೆ. ಸರ್ಕಾರ ರೈತರ ಹಿತ ಕಾಪಾಡಬೇಕು ಎಂದರು.	[425, 741, 595, 934]
story8-headline[interactable]: ನಂದಿನಿ ಉತ್ಪನ್ನ ಹೆಚ್ಚು ಬಳಸಿ, ಸಂಸ್ಥೆ ಬೆಳೆಸಿ: ಡಿ.ಕೆ. ಸುರೇಶ್	[335, 1230, 773, 1255]
epaper-link[interactable]: ▸ https://epaper.suddimoola.in	[190, 62, 327, 72]
story1-kicker: ರಾಜ್ಯದ ಅಭಿವೃದ್ಧಿಯ ಬಗ್ಗೆ ಕಾಂಗ್ರೆಸ್ ಸರ್ಕಾರಕ್ಕೆ ಎಳ್ಳಷ್ಟೂ ಇಲ್ಲ: ನಿಖಿಲ್	[20, 90, 301, 105]
facebook-link[interactable]: f facebook.com/Suddi Moola	[662, 47, 791, 57]
story7-body: ಸುದ್ದಿಮೂಲ ವಾರ್ತೆ, ತುಮಕೂರು, ಜು.13: ವಿವಿಧ ಬೇಡಿಕೆಗಳ ಈಡೇರಿಕೆಗಾಗಿ ಮಹಾನಗರ ಪಾಲಿಕೆ ನೌಕರರು ನಡೆಸುತ್ತಿದ್ದ ಮುಷ್ಕರವನ್ನು ತಾತ್ಕಾಲಿಕವಾಗಿ ಕೈಬಿಡಲಾಗಿದೆ. ಕಳೆದ ಒಂದು ವಾರದಿಂದ ರಾಜ್ಯದ 10 ಮಹಾನಗರ ಪಾಲಿಕೆ ನೌಕರರು ತಮ್ಮ ಬೇಡಿಕೆಗಳ ಈಡೇರಿಕೆಗಾಗಿ ಅನಿರ್ದಿಷ್ಟಾವಧಿ ಮುಷ್ಕರ ಕೈಗೊಂಡಿದ್ದರು. ಸರ್ಕಾರ ಬೇಡಿಕೆಗಳ ಈಡೇರಿಕೆ ಬಗ್ಗೆ ಭರವಸೆ ನೀಡಿದ ಹಿನ್ನೆಲೆಯಲ್ಲಿ ಮುಷ್ಕರ ಹಿಂಪಡೆಯಲಾಗಿದೆ ಎಂದು ನೌಕರರ ಸಂಘದ ಅಧ್ಯಕ್ಷರು ತಿಳಿಸಿದರು. ಈ ಸಂಬಂಧ ಪ್ರತಿಕ್ರಿಯಿಸಿರುವ ತುಮಕೂರು ಮಹಾನಗರ ಪಾಲಿಕೆ ನೌಕರರ ಸಂಘದ ಅಧ್ಯಕ್ಷರು, ಸರ್ಕಾರ ನಮ್ಮ ಬೇಡಿಕೆಗಳನ್ನು ಶೀಘ್ರ ಈಡೇರಿಸದಿದ್ದರೆ ಮತ್ತೆ ಮುಷ್ಕರ ಮುಂದುವರಿಸಲಾಗುವುದು ಎಂದು ಎಚ್ಚರಿಕೆ ನೀಡಿದರು. ಇಂದಿನಿಂದ ಎಲ್ಲಾ ಮಹಾನಗರ ಪಾಲಿಕೆಯ ಅಧಿಕಾರಿಗಳು ಹಾಗೂ ನೌಕರರು ಕರ್ತವ್ಯಕ್ಕೆ ಹಾಜರಾಗಲಿದ್ದಾರೆ ಎಂದು ಹೇಳಿದರು.	[20, 1299, 325, 1376]
nav-item[interactable]: ● ಚಿಕ್ಕಬಳ್ಳಾಪುರ	[505, 46, 551, 56]
protest-photo	[425, 645, 595, 735]
story2-photo	[768, 180, 926, 265]
statue-photo	[768, 180, 926, 265]
nav-item[interactable]: ● ಕಲಬುರಗಿ	[515, 61, 552, 71]
nav-item[interactable]: ● ಕೊಪ್ಪಳ	[416, 61, 446, 71]
story8-column-1: ಸುದ್ದಿಮೂಲ ವಾರ್ತೆ, ಮಾಗಡಿ, ಜು.13: ಬಮೂಲ್ ರೈತರ ಸಂಸ್ಥೆ, ಇದನ್ನು ಬೆಳೆಸುವುದು ನಮ್ಮ ಕರ್ತವ್ಯ. ಈ ನಿಟ್ಟಿನಲ್ಲಿ ನಂದಿನಿ ಉತ್ಪನ್ನಗಳನ್ನು ಹೆಚ್ಚು ಬಳಕೆ ಮಾಡಬೇಕು ಎಂದು ಬಮೂಲ್ ಅಧ್ಯಕ್ಷರಾದ ಡಿ.ಕೆ. ಸುರೇಶ್ ತಿಳಿಸಿದರು. ಮಾಗಡಿಯಲ್ಲಿ ನಡೆದ ಹಾಲು ಉತ್ಪಾದಕರ ಸಹಕಾರ ಸಂಘಗಳ ಸಭೆಯಲ್ಲಿ ಮಾತನಾಡಿದ ಸುರೇಶ್ ಅವರು, ಪಶುಪಾಲನೆ ರೈತರಿಗೆ ಲಾಭದಾಯಕ ಕಸುಬು. ಎರಡು ಹಸು ಖರೀದಿಗೆ 2 ಲಕ್ಷ ರೂಪಾಯಿ ಸಾಲ ಸೌಲಭ್ಯ ಕಲ್ಪಿಸಲಾಗುತ್ತದೆ. ರೈತರು ಇದರ ಸದುಪಯೋಗ ಪಡೆದುಕೊಳ್ಳಬೇಕು ಎಂದರು.	[335, 1269, 515, 1357]
bottom-section-rule	[15, 1200, 930, 1202]
